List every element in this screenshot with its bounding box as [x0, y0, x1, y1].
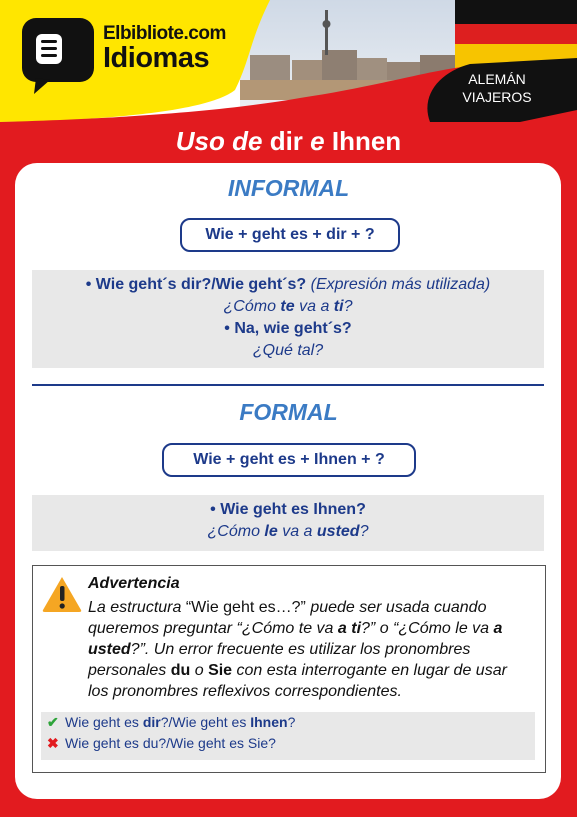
formal-examples [32, 495, 544, 551]
correct-example: ✔ Wie geht es dir?/Wie geht es Ihnen? [41, 712, 535, 733]
header-banner [0, 0, 577, 122]
warning-box [32, 565, 546, 773]
brand-name-bottom: Idiomas [103, 42, 210, 74]
informal-formula: Wie + geht es + dir + ? [180, 218, 400, 252]
informal-example-2: • Na, wie geht´s? [224, 320, 352, 337]
tag-language: ALEMÁN [468, 71, 526, 87]
formal-formula: Wie + geht es + Ihnen + ? [162, 443, 416, 477]
warning-examples [41, 712, 535, 760]
informal-examples [32, 270, 544, 368]
tag-audience: VIAJEROS [462, 89, 532, 105]
informal-heading: INFORMAL [227, 175, 350, 201]
formal-heading: FORMAL [239, 399, 338, 425]
brand-name-top: Elbibliote.com [103, 23, 226, 44]
incorrect-example: ✖ Wie geht es du?/Wie geht es Sie? [41, 733, 535, 754]
warning-text: La estructura “Wie geht es…?” puede ser usada cuando queremos preguntar “¿Cómo te va a ti?” o “¿Cómo le va a usted?”. Un error frecuente es utilizar los pronombres personales du o Sie con esta interrogante en lugar de usar los pronombres reflexivos correspondientes. [88, 599, 507, 700]
informal-translation-2: ¿Qué tal? [252, 342, 324, 359]
informal-translation-1: ¿Cómo te va a ti? [223, 298, 353, 315]
informal-example-1: • Wie geht´s dir?/Wie geht´s? (Expresión más utilizada) [85, 276, 491, 293]
formal-example-1: • Wie geht es Ihnen? [210, 501, 366, 518]
logo-icon [22, 18, 94, 82]
section-divider [32, 384, 544, 386]
check-icon: ✔ [47, 714, 59, 730]
formal-translation-1: ¿Cómo le va a usted? [207, 523, 369, 540]
cross-icon: ✖ [47, 735, 59, 751]
page-title: Uso de dir e Ihnen [175, 126, 402, 156]
warning-icon [41, 574, 83, 614]
warning-title: Advertencia [88, 575, 180, 592]
language-tag [437, 70, 557, 112]
